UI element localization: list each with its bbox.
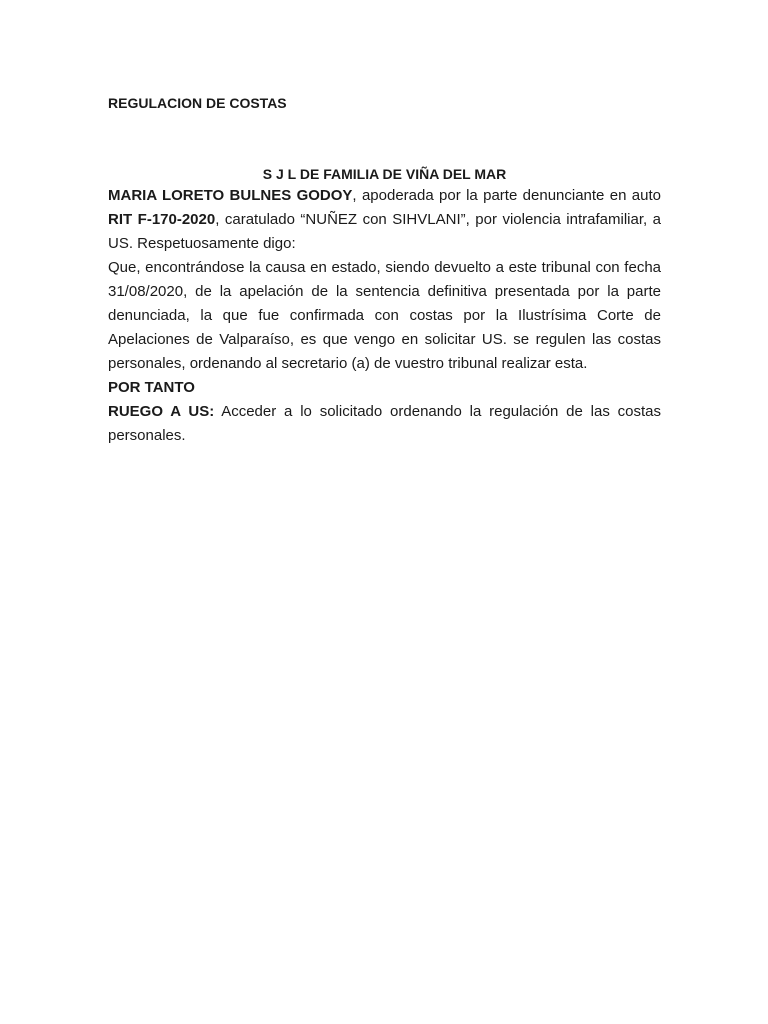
ruego-text: Acceder a lo solicitado ordenando la regulación de las costas personales. <box>108 403 661 444</box>
intro-text-1: , apoderada por la parte denunciante en auto <box>352 187 662 204</box>
document-body <box>108 93 661 448</box>
body-paragraph: Que, encontrándose la causa en estado, siendo devuelto a este tribunal con fecha 31/08/2020, de la apelación de la sentencia definitiva presentada por la parte denunciada, la que fue confirmada con costas por la Ilustrísima Corte de Apelaciones de Valparaíso, es que vengo en solicitar US. se regulen las costas personales, ordenando al secretario (a) de vuestro tribunal realizar esta. <box>108 259 661 372</box>
intro-paragraph <box>108 184 661 256</box>
ruego-paragraph <box>108 400 661 448</box>
por-tanto-heading: POR TANTO <box>108 379 195 396</box>
document-title: REGULACION DE COSTAS <box>108 95 287 111</box>
court-heading: S J L DE FAMILIA DE VIÑA DEL MAR <box>262 166 507 182</box>
intro-text-2: , caratulado “NUÑEZ con SIHVLANI”, por violencia intrafamiliar, a US. Respetuosamente digo: <box>108 211 661 252</box>
attorney-name: MARIA LORETO BULNES GODOY <box>108 187 353 204</box>
case-rit: RIT F-170-2020 <box>108 211 216 228</box>
ruego-label: RUEGO A US: <box>108 403 215 420</box>
